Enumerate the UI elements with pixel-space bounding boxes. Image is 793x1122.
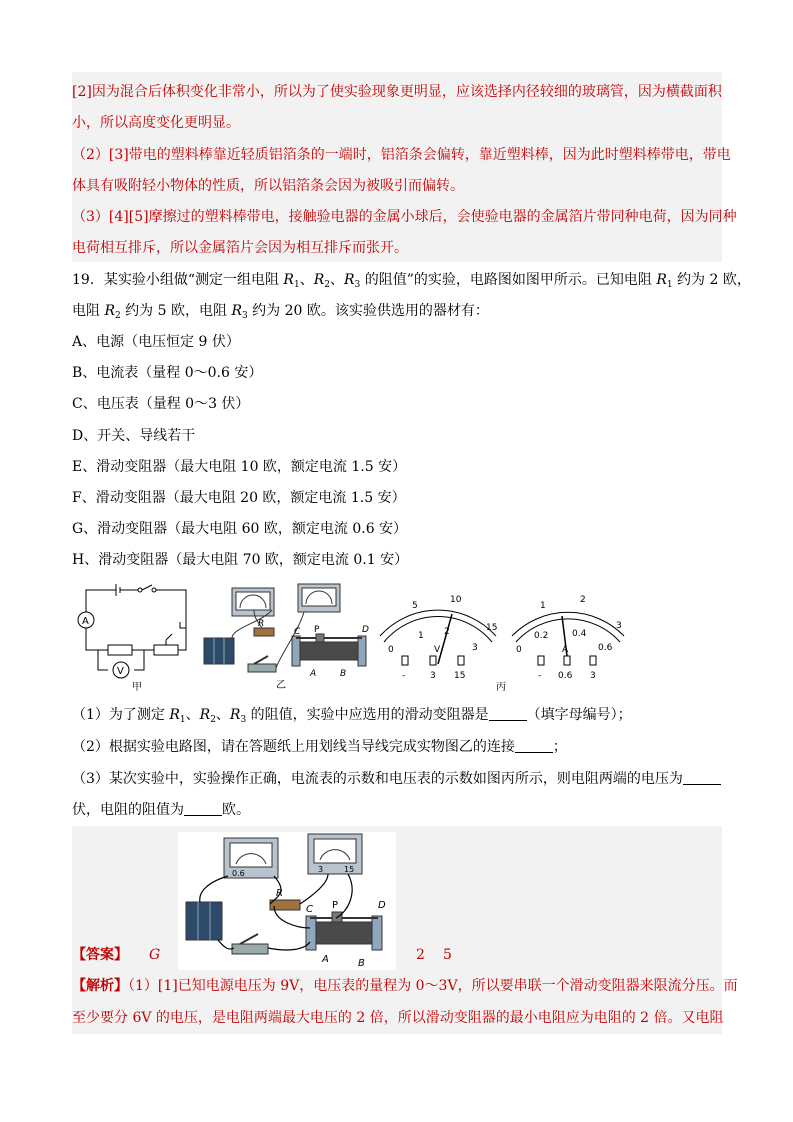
answer-terminal-3: 3 xyxy=(318,865,324,874)
amp-terminal-minus: - xyxy=(538,671,542,681)
answer-value-resistance: 5 xyxy=(443,947,452,963)
sub-question-1: （1）为了测定 $R_1$、$R_2$、$R_3$ 的阻值，实验中应选用的滑动变阻器是 （填字母编号）； xyxy=(72,707,632,725)
answer-rheostat xyxy=(314,922,374,944)
answer-label-p: P xyxy=(332,900,339,911)
answer-paragraph-line: （2）[3]带电的塑料棒靠近轻质铝箔条的一端时，铝箔条会偏转，靠近塑料棒，因为此时塑料棒带电，带电 xyxy=(72,147,731,163)
option-f: F、滑动变阻器（最大电阻 20 欧，额定电流 1.5 安） xyxy=(72,490,406,506)
answer-paragraph-line: （3）[4][5]摩擦过的塑料棒带电，接触验电器的金属小球后，会使验电器的金属箔片带同种电荷，因为同种 xyxy=(72,209,737,225)
label-a: A xyxy=(310,669,317,679)
question-stem-line-1: 19．某实验小组做“测定一组电阻 $R_1$、$R_2$、$R_3$ 的阻值”的实验，电路图如图甲所示。已知电阻 $R_1$ 约为 2 欧， xyxy=(72,272,751,290)
volt-bottom-0: 0 xyxy=(388,645,394,655)
knife-switch xyxy=(248,664,276,672)
answer-terminal-15: 15 xyxy=(344,865,355,874)
option-a: A、电源（电压恒定 9 伏） xyxy=(72,334,240,350)
ammeter-symbol-label: A xyxy=(82,616,89,627)
answer-figure xyxy=(178,832,396,970)
volt-top-10: 10 xyxy=(450,595,462,605)
fixed-resistor xyxy=(254,628,274,636)
answer-label-b: B xyxy=(358,958,365,969)
option-e: E、滑动变阻器（最大电阻 10 欧，额定电流 1.5 安） xyxy=(72,459,407,475)
answer-paragraph-line: 体具有吸附轻小物体的性质，所以铝箔条会因为被吸引而偏转。 xyxy=(72,178,464,194)
answer-label-c: C xyxy=(306,904,313,915)
option-c: C、电压表（量程 0～3 伏） xyxy=(72,396,250,412)
label-d: D xyxy=(362,625,369,635)
option-d: D、开关、导线若干 xyxy=(72,428,196,444)
volt-terminal-15: 15 xyxy=(454,671,466,681)
amp-top-2: 2 xyxy=(580,595,586,605)
sub-question-3-line-2: 伏，电阻的阻值为 欧。 xyxy=(72,802,250,818)
volt-bottom-1: 1 xyxy=(418,631,424,641)
amp-top-3: 3 xyxy=(616,621,622,631)
sub-question-3-line-1: （3）某次实验中，实验操作正确，电流表的示数和电压表的示数如图丙所示，则电阻两端的电压为 xyxy=(72,769,721,789)
answer-block xyxy=(72,826,722,1034)
volt-terminal-minus: - xyxy=(402,671,406,681)
volt-top-5: 5 xyxy=(412,601,418,611)
option-h: H、滑动变阻器（最大电阻 70 欧，额定电流 0.1 安） xyxy=(72,552,409,568)
answer-battery xyxy=(186,902,222,940)
amp-terminal-06: 0.6 xyxy=(558,671,573,681)
figure-label-bing: 丙 xyxy=(496,682,506,693)
label-b: B xyxy=(340,669,347,679)
volt-bottom-3: 3 xyxy=(472,643,478,653)
option-b: B、电流表（量程 0～0.6 安） xyxy=(72,365,263,381)
answer-blank[interactable] xyxy=(184,801,222,816)
volt-top-15: 15 xyxy=(486,623,498,633)
sub-question-2: （2）根据实验电路图，请在答题纸上用划线当导线完成实物图乙的连接 ； xyxy=(72,739,567,755)
volt-terminal-3: 3 xyxy=(430,671,436,681)
amp-top-1: 1 xyxy=(540,601,546,611)
answer-label: 【答案】 xyxy=(72,947,128,963)
apparatus-yi xyxy=(204,584,366,672)
amp-bottom-04: 0.4 xyxy=(572,629,587,639)
analysis-line-1: 【解析】（1）[1]已知电源电压为 9V，电压表的量程为 0～3V，所以要串联一个滑动变阻器来限流分压。而 xyxy=(72,978,738,994)
answer-terminal-06: 0.6 xyxy=(232,869,245,878)
amp-bottom-06: 0.6 xyxy=(598,643,613,653)
voltmeter-terminals xyxy=(402,656,464,665)
label-c: C xyxy=(294,627,301,637)
volt-unit: V xyxy=(434,645,441,655)
answer-label-a: A xyxy=(322,954,329,965)
answer-switch xyxy=(232,944,268,954)
volt-bottom-2: 2 xyxy=(444,627,450,637)
question-stem-line-2: 电阻 $R_2$ 约为 5 欧，电阻 $R_3$ 约为 20 欧。该实验供选用的器材有： xyxy=(72,303,489,321)
answer-value-voltage: 2 xyxy=(416,947,425,963)
circuit-diagram-jia xyxy=(78,584,186,678)
answer-blank[interactable] xyxy=(515,738,553,753)
label-r: R xyxy=(258,619,265,629)
battery-pack xyxy=(204,638,234,664)
answer-label-r: R xyxy=(276,888,283,899)
amp-bottom-02: 0.2 xyxy=(534,631,549,641)
experiment-figure xyxy=(72,582,632,694)
voltmeter-symbol-label: V xyxy=(117,666,124,677)
amp-bottom-0: 0 xyxy=(516,645,522,655)
voltmeter-dial xyxy=(380,610,496,664)
answer-value-g: G xyxy=(149,947,161,963)
answer-blank[interactable] xyxy=(489,706,527,721)
rheostat-symbol xyxy=(154,645,178,655)
option-g: G、滑动变阻器（最大电阻 60 欧，额定电流 0.6 安） xyxy=(72,521,408,537)
rheostat-device xyxy=(298,642,360,660)
amp-terminal-3: 3 xyxy=(590,671,596,681)
resistor-symbol xyxy=(108,645,132,655)
ammeter-terminals xyxy=(538,656,596,665)
label-p: P xyxy=(314,625,320,635)
analysis-line-2: 至少要分 6V 的电压，是电阻两端最大电压的 2 倍，所以滑动变阻器的最小电阻应为电阻的 2 倍。又电阻 xyxy=(72,1010,724,1026)
figure-label-jia: 甲 xyxy=(132,682,142,693)
answer-label-d: D xyxy=(378,900,386,911)
amp-unit: A xyxy=(562,645,569,655)
answer-paragraph-line: 小，所以高度变化更明显。 xyxy=(72,115,240,131)
answer-blank[interactable] xyxy=(683,770,721,785)
figure-label-yi: 乙 xyxy=(276,680,286,691)
answer-paragraph-line: 电荷相互排斥，所以金属箔片会因为相互排斥而张开。 xyxy=(72,240,408,256)
answer-paragraph-line: [2]因为混合后体积变化非常小，所以为了使实验现象更明显，应该选择内径较细的玻璃管，因为横截面积 xyxy=(72,84,722,100)
